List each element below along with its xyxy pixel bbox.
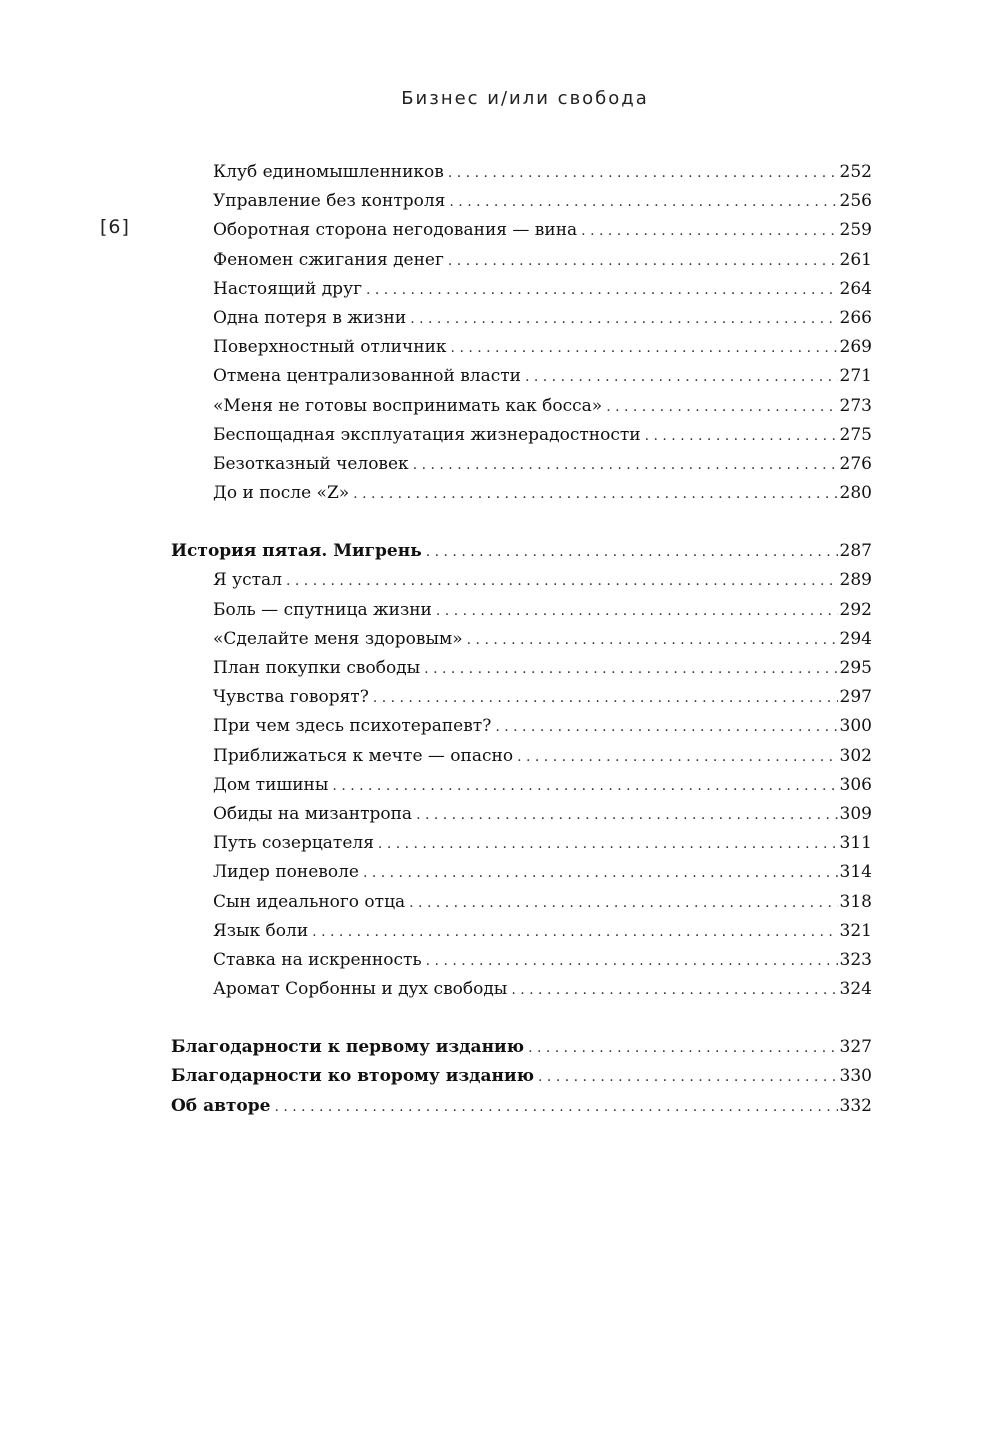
- toc-section-entry: [171, 712, 872, 741]
- dot-leader: [332, 772, 837, 801]
- toc-entry-title: Аромат Сорбонны и дух свободы: [213, 979, 508, 1000]
- dot-leader: [373, 684, 838, 713]
- toc-entry-title: Я устал: [213, 570, 282, 591]
- toc-section-entry: [171, 829, 872, 858]
- toc-entry-page: 289: [839, 570, 872, 591]
- toc-entry-page: 266: [839, 307, 872, 328]
- toc-entry-page: 300: [839, 716, 872, 737]
- toc-group: [171, 537, 872, 1004]
- toc-entry-page: 323: [839, 949, 872, 970]
- toc-entry-page: 314: [839, 862, 872, 883]
- toc-entry-page: 292: [839, 599, 872, 620]
- toc-section-entry: [171, 216, 872, 245]
- dot-leader: [528, 1034, 837, 1063]
- toc-section-entry: [171, 479, 872, 508]
- dot-leader: [426, 947, 838, 976]
- toc-entry-title: Оборотная сторона негодования — вина: [213, 220, 578, 241]
- toc-chapter-entry: [171, 1092, 872, 1121]
- toc-entry-title: До и после «Z»: [213, 483, 350, 504]
- dot-leader: [413, 451, 838, 480]
- toc-entry-title: Об авторе: [171, 1095, 271, 1116]
- dot-leader: [424, 655, 837, 684]
- toc-entry-title: Чувства говорят?: [213, 687, 369, 708]
- running-head: Бизнес и/или свобода: [401, 88, 649, 109]
- toc-section-entry: [171, 275, 872, 304]
- toc-entry-title: «Сделайте меня здоровым»: [213, 628, 463, 649]
- toc-entry-title: Феномен сжигания денег: [213, 249, 444, 270]
- toc-chapter-entry: [171, 537, 872, 566]
- dot-leader: [436, 597, 838, 626]
- toc-entry-page: 259: [839, 220, 872, 241]
- toc-entry-title: «Меня не готовы воспринимать как босса»: [213, 395, 603, 416]
- dot-leader: [495, 713, 837, 742]
- toc-entry-title: История пятая. Мигрень: [171, 541, 422, 562]
- toc-entry-page: 269: [839, 337, 872, 358]
- toc-entry-title: Управление без контроля: [213, 191, 446, 212]
- toc-section-entry: [171, 858, 872, 887]
- toc-entry-title: Дом тишины: [213, 774, 329, 795]
- dot-leader: [538, 1063, 838, 1092]
- toc-entry-page: 295: [839, 658, 872, 678]
- toc-entry-page: 273: [839, 395, 872, 416]
- toc-entry-page: 311: [839, 833, 872, 854]
- toc-section-entry: [171, 450, 872, 479]
- toc-section-entry: [171, 421, 872, 450]
- dot-leader: [449, 188, 837, 217]
- toc-entry-page: 252: [839, 162, 872, 182]
- toc-section-entry: [171, 596, 872, 625]
- toc-section-entry: [171, 742, 872, 771]
- toc-entry-page: 321: [839, 920, 872, 941]
- toc-entry-title: Безотказный человек: [213, 453, 409, 474]
- toc-entry-title: Поверхностный отличник: [213, 337, 447, 358]
- toc-entry-title: Благодарности к первому изданию: [171, 1037, 525, 1058]
- toc-entry-page: 261: [839, 249, 872, 270]
- toc-section-entry: [171, 917, 872, 946]
- toc-section-entry: [171, 187, 872, 216]
- toc-section-entry: [171, 392, 872, 421]
- table-of-contents: [171, 158, 872, 1121]
- toc-section-entry: [171, 654, 872, 683]
- toc-entry-title: Приближаться к мечте — опасно: [213, 745, 514, 766]
- toc-section-entry: [171, 888, 872, 917]
- toc-entry-title: Отмена централизованной власти: [213, 366, 521, 387]
- toc-entry-title: Сын идеального отца: [213, 891, 406, 912]
- dot-leader: [353, 480, 837, 509]
- page-number: [6]: [100, 216, 130, 238]
- dot-leader: [286, 567, 838, 596]
- toc-section-entry: [171, 304, 872, 333]
- dot-leader: [378, 830, 838, 859]
- toc-entry-page: 324: [839, 979, 872, 1000]
- dot-leader: [416, 801, 837, 830]
- dot-leader: [606, 393, 837, 422]
- toc-entry-title: План покупки свободы: [213, 658, 421, 678]
- toc-section-entry: [171, 800, 872, 829]
- toc-section-entry: [171, 771, 872, 800]
- toc-entry-title: Клуб единомышленников: [213, 162, 444, 182]
- toc-section-entry: [171, 625, 872, 654]
- toc-entry-title: Боль — спутница жизни: [213, 599, 432, 620]
- dot-leader: [312, 918, 837, 947]
- toc-entry-page: 256: [839, 191, 872, 212]
- dot-leader: [581, 217, 837, 246]
- toc-section-entry: [171, 683, 872, 712]
- toc-entry-page: 275: [839, 424, 872, 445]
- toc-section-entry: [171, 362, 872, 391]
- toc-entry-page: 306: [839, 774, 872, 795]
- dot-leader: [451, 334, 838, 363]
- dot-leader: [448, 247, 838, 276]
- toc-entry-page: 294: [839, 628, 872, 649]
- dot-leader: [467, 626, 838, 655]
- toc-chapter-entry: [171, 1062, 872, 1091]
- dot-leader: [274, 1093, 837, 1122]
- toc-entry-title: Путь созерцателя: [213, 833, 374, 854]
- toc-entry-title: Обиды на мизантропа: [213, 803, 413, 824]
- toc-entry-title: Благодарности ко второму изданию: [171, 1066, 535, 1087]
- toc-entry-page: 309: [839, 803, 872, 824]
- toc-section-entry: [171, 333, 872, 362]
- dot-leader: [409, 889, 837, 918]
- dot-leader: [517, 743, 837, 772]
- toc-entry-page: 297: [839, 687, 872, 708]
- toc-entry-title: Ставка на искренность: [213, 949, 422, 970]
- dot-leader: [426, 538, 838, 567]
- toc-entry-page: 271: [839, 366, 872, 387]
- toc-chapter-entry: [171, 1033, 872, 1062]
- toc-section-entry: [171, 246, 872, 275]
- toc-entry-page: 302: [839, 745, 872, 766]
- toc-entry-page: 318: [839, 891, 872, 912]
- toc-entry-page: 276: [839, 453, 872, 474]
- toc-section-entry: [171, 158, 872, 187]
- toc-entry-page: 287: [839, 541, 872, 562]
- toc-entry-title: Настоящий друг: [213, 278, 362, 299]
- toc-entry-title: При чем здесь психотерапевт?: [213, 716, 492, 737]
- dot-leader: [410, 305, 837, 334]
- toc-entry-title: Беспощадная эксплуатация жизнерадостности: [213, 424, 641, 445]
- dot-leader: [363, 859, 838, 888]
- toc-entry-title: Лидер поневоле: [213, 862, 359, 883]
- dot-leader: [366, 276, 838, 305]
- toc-entry-page: 332: [839, 1095, 872, 1116]
- dot-leader: [511, 976, 837, 1005]
- toc-entry-page: 264: [839, 278, 872, 299]
- toc-entry-page: 327: [839, 1037, 872, 1058]
- toc-entry-title: Язык боли: [213, 920, 309, 941]
- toc-entry-title: Одна потеря в жизни: [213, 307, 407, 328]
- dot-leader: [645, 422, 838, 451]
- toc-entry-page: 330: [839, 1066, 872, 1087]
- dot-leader: [525, 363, 838, 392]
- toc-group: [171, 1033, 872, 1121]
- dot-leader: [448, 159, 838, 188]
- toc-section-entry: [171, 975, 872, 1004]
- toc-group: [171, 158, 872, 508]
- toc-entry-page: 280: [839, 483, 872, 504]
- toc-section-entry: [171, 946, 872, 975]
- toc-section-entry: [171, 566, 872, 595]
